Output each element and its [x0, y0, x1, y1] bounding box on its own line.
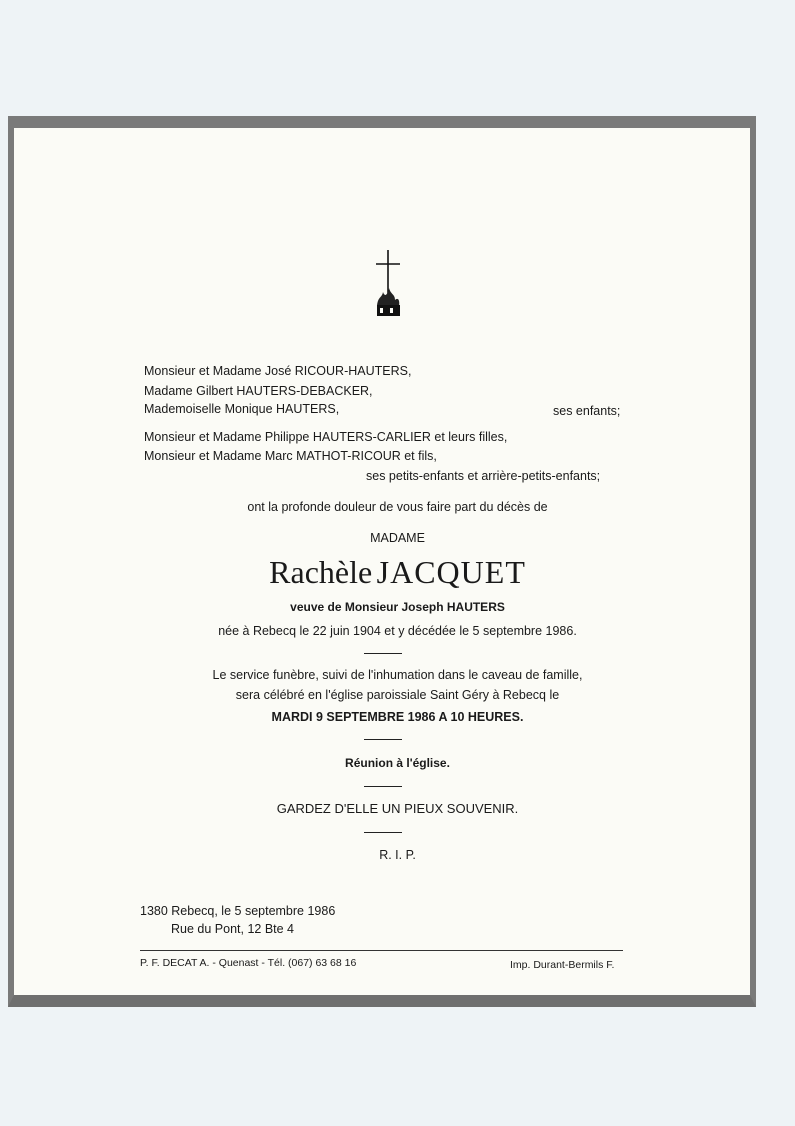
grandchildren-label: ses petits-enfants et arrière-petits-enfants;: [366, 469, 601, 483]
family-line-1: Monsieur et Madame José RICOUR-HAUTERS,: [144, 364, 412, 378]
title-madame: MADAME: [370, 531, 425, 545]
children-label: ses enfants;: [553, 404, 621, 418]
service-line-1: Le service funèbre, suivi de l'inhumation dans le caveau de famille,: [212, 668, 583, 682]
remember-text: GARDEZ D'ELLE UN PIEUX SOUVENIR.: [276, 801, 519, 816]
deceased-last-name: JACQUET: [376, 554, 526, 590]
address-line-2: Rue du Pont, 12 Bte 4: [171, 922, 295, 936]
divider-3: [364, 786, 402, 787]
cross-with-flame-icon: [368, 248, 408, 324]
divider-2: [364, 739, 402, 740]
family-line-5: Monsieur et Madame Marc MATHOT-RICOUR et fils,: [144, 449, 437, 463]
service-datetime: MARDI 9 SEPTEMBRE 1986 A 10 HEURES.: [271, 710, 524, 724]
footer-divider: [140, 950, 623, 951]
service-line-2: sera célébré en l'église paroissiale Saint Géry à Rebecq le: [235, 688, 560, 702]
birth-death-dates: née à Rebecq le 22 juin 1904 et y décédée le 5 septembre 1986.: [218, 624, 577, 638]
deceased-first-name: Rachèle: [269, 554, 373, 590]
divider-1: [364, 653, 402, 654]
family-line-3: Mademoiselle Monique HAUTERS,: [144, 402, 340, 416]
rip-text: R. I. P.: [379, 848, 416, 862]
meeting-text: Réunion à l'église.: [345, 756, 450, 770]
funeral-home-text: P. F. DECAT A. - Quenast - Tél. (067) 63 68 16: [140, 957, 357, 969]
family-line-2: Madame Gilbert HAUTERS-DEBACKER,: [144, 384, 373, 398]
deceased-name: [0, 554, 795, 591]
printer-text: Imp. Durant-Bermils F.: [510, 959, 615, 971]
widow-of-text: veuve de Monsieur Joseph HAUTERS: [290, 600, 505, 614]
address-line-1: 1380 Rebecq, le 5 septembre 1986: [140, 904, 336, 918]
family-line-4: Monsieur et Madame Philippe HAUTERS-CARLIER et leurs filles,: [144, 430, 508, 444]
announcement-text: ont la profonde douleur de vous faire part du décès de: [247, 500, 548, 514]
divider-4: [364, 832, 402, 833]
